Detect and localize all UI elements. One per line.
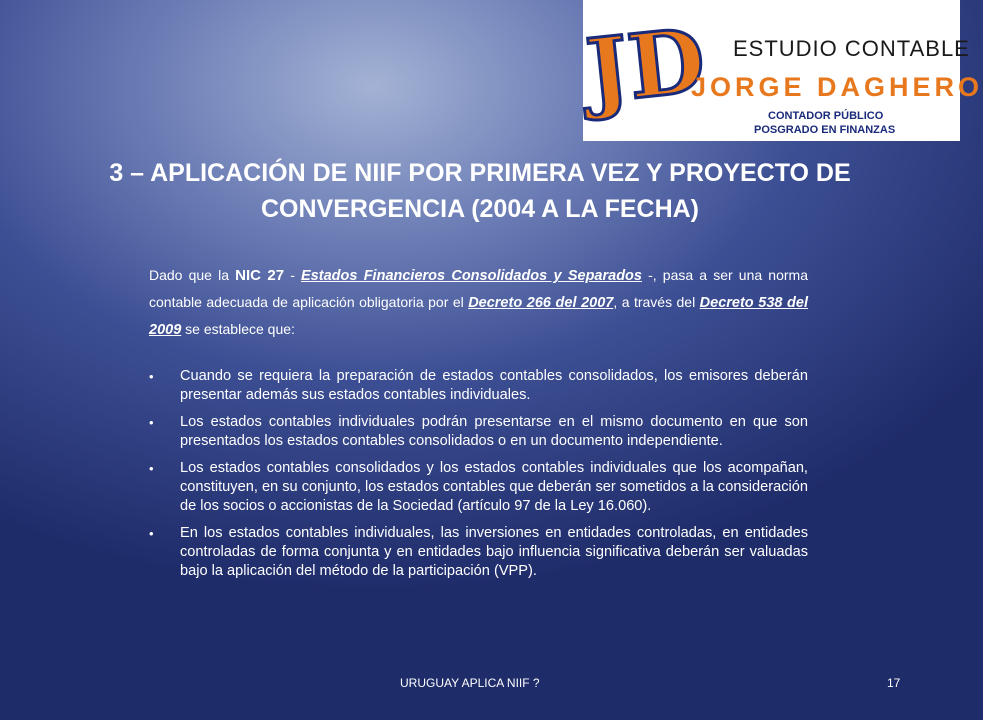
svg-text:JD: JD: [581, 7, 710, 124]
logo-line3: CONTADOR PÚBLICO: [768, 110, 884, 122]
bullet-text: Los estados contables consolidados y los estados contables individuales que los acompañan, constituyen, en su conjunto, los estados contables que deberán ser sometidos a la consideración de los socios o accionistas de la Sociedad (artículo 97 de la Ley 16.060).: [180, 460, 808, 514]
bullet-icon: •: [149, 369, 154, 384]
bullet-text: Los estados contables individuales podrán presentarse en el mismo documento en que son presentados los estados contables consolidados o en un documento independiente.: [180, 414, 808, 449]
logo-line2: JORGE DAGHERO: [691, 72, 983, 102]
bullet-icon: •: [149, 415, 154, 430]
intro-text-3: -, pasa a ser una norma contable adecuada de aplicación obligatoria por el: [149, 267, 808, 310]
intro-text-1: Dado que la: [149, 267, 236, 283]
jd-monogram-icon: [581, 0, 710, 141]
bullet-text: Cuando se requiera la preparación de estados contables consolidados, los emisores deberán presentar además sus estados contables individuales.: [180, 368, 808, 403]
bullet-item: [149, 524, 808, 581]
decreto-266-link[interactable]: Decreto 266 del 2007: [468, 295, 614, 311]
bullet-text: En los estados contables individuales, las inversiones en entidades controladas, en entidades controladas de forma conjunta y en entidades bajo influencia significativa deberán ser valuadas bajo la aplicación del método de la participación (VPP).: [180, 525, 808, 579]
bullet-icon: •: [149, 526, 154, 541]
bullet-list: [149, 367, 808, 589]
intro-text-2: -: [284, 267, 302, 283]
intro-paragraph: [149, 262, 808, 343]
decreto-538-link[interactable]: Decreto 538 del 2009: [149, 295, 808, 338]
bullet-item: [149, 413, 808, 451]
logo-line4: POSGRADO EN FINANZAS: [754, 124, 896, 136]
bullet-item: [149, 459, 808, 516]
page-number: 17: [887, 676, 901, 690]
slide-title: 3 – APLICACIÓN DE NIIF POR PRIMERA VEZ Y PROYECTO DE CONVERGENCIA (2004 A LA FECHA): [109, 159, 851, 223]
intro-text-5: se establece que:: [181, 321, 295, 337]
nic-27-label: NIC 27: [235, 267, 285, 284]
bullet-icon: •: [149, 461, 154, 476]
logo: [581, 0, 983, 141]
intro-text-4: , a través del: [613, 294, 700, 310]
nic-27-title-link[interactable]: Estados Financieros Consolidados y Separados: [301, 268, 642, 284]
bullet-item: [149, 367, 808, 405]
footer-title: URUGUAY APLICA NIIF ?: [400, 676, 540, 690]
logo-line1: ESTUDIO CONTABLE: [733, 36, 970, 61]
